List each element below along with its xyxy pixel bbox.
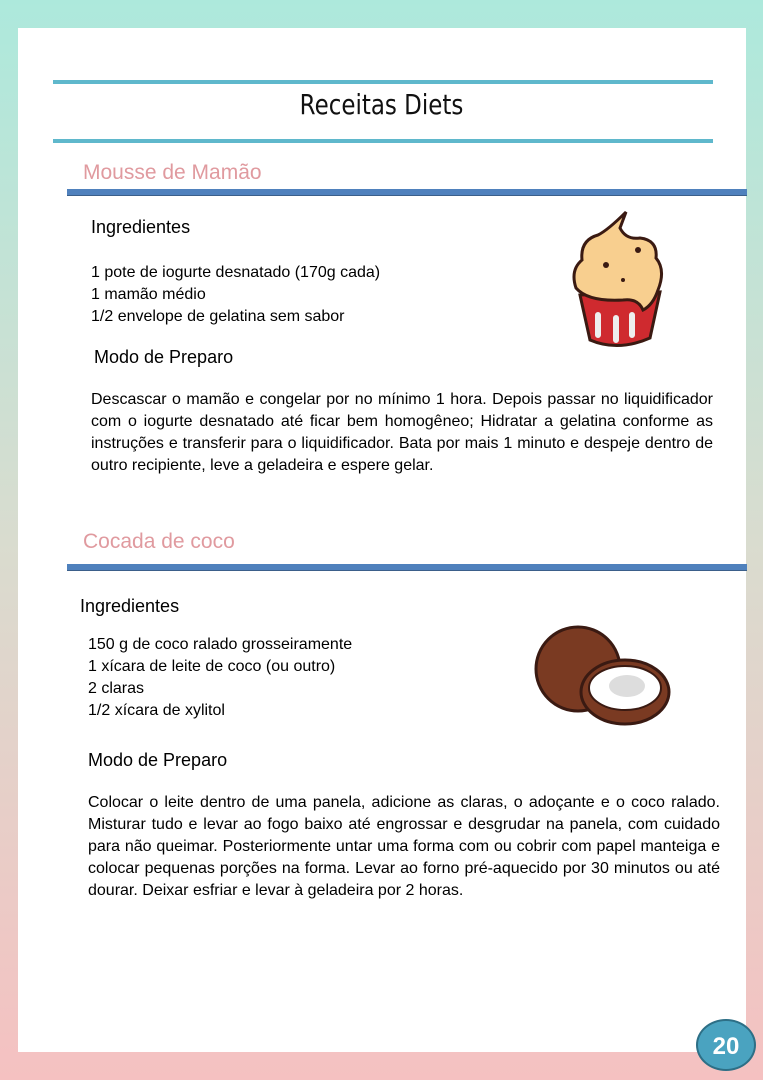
page-number-badge: 20 bbox=[696, 1019, 756, 1071]
ingredient: 1/2 envelope de gelatina sem sabor bbox=[91, 308, 345, 325]
ingredient: 150 g de coco ralado grosseiramente bbox=[88, 636, 353, 653]
page-title: Receitas Diets bbox=[299, 88, 464, 121]
cupcake-icon bbox=[568, 210, 668, 350]
recipe-title: Mousse de Mamão bbox=[83, 161, 262, 184]
method-text: Colocar o leite dentro de uma panela, adicione as claras, o adoçante e o coco ralado. Misturar tudo e levar ao fogo baixo até engrossar e desgrudar na panela, com cuidado para não queimar. Posteriormente untar uma forma com ou cobrir com papel manteiga e colocar pequenas porções na forma. Levar ao forno pré-aquecido por 30 minutos ou até dourar. Deixar esfriar e levar à geladeira por 2 horas. bbox=[88, 794, 720, 899]
ingredients-list bbox=[88, 634, 352, 722]
ingredients-list bbox=[91, 262, 380, 328]
ingredient: 1 pote de iogurte desnatado (170g cada) bbox=[91, 264, 381, 281]
method-heading: Modo de Preparo bbox=[94, 347, 234, 367]
ingredient: 1 xícara de leite de coco (ou outro) bbox=[88, 658, 336, 675]
ingredient: 2 claras bbox=[88, 680, 145, 697]
recipe-title: Cocada de coco bbox=[83, 530, 235, 553]
ingredients-heading: Ingredientes bbox=[80, 596, 180, 616]
section-divider bbox=[67, 564, 747, 571]
coconut-icon bbox=[533, 624, 673, 728]
title-rule-top bbox=[53, 80, 713, 84]
ingredient: 1/2 xícara de xylitol bbox=[88, 702, 225, 719]
section-divider bbox=[67, 189, 747, 196]
ingredient: 1 mamão médio bbox=[91, 286, 206, 303]
title-rule-bottom bbox=[53, 139, 713, 143]
method-heading: Modo de Preparo bbox=[88, 750, 228, 770]
method-text: Descascar o mamão e congelar por no mínimo 1 hora. Depois passar no liquidificador com o iogurte desnatado até ficar bem homogêneo; Hidratar a gelatina conforme as instruções e transferir para o liquidificador. Bata por mais 1 minuto e despeje dentro de outro recipiente, leve a geladeira e espere gelar. bbox=[91, 391, 713, 474]
ingredients-heading: Ingredientes bbox=[91, 217, 191, 237]
